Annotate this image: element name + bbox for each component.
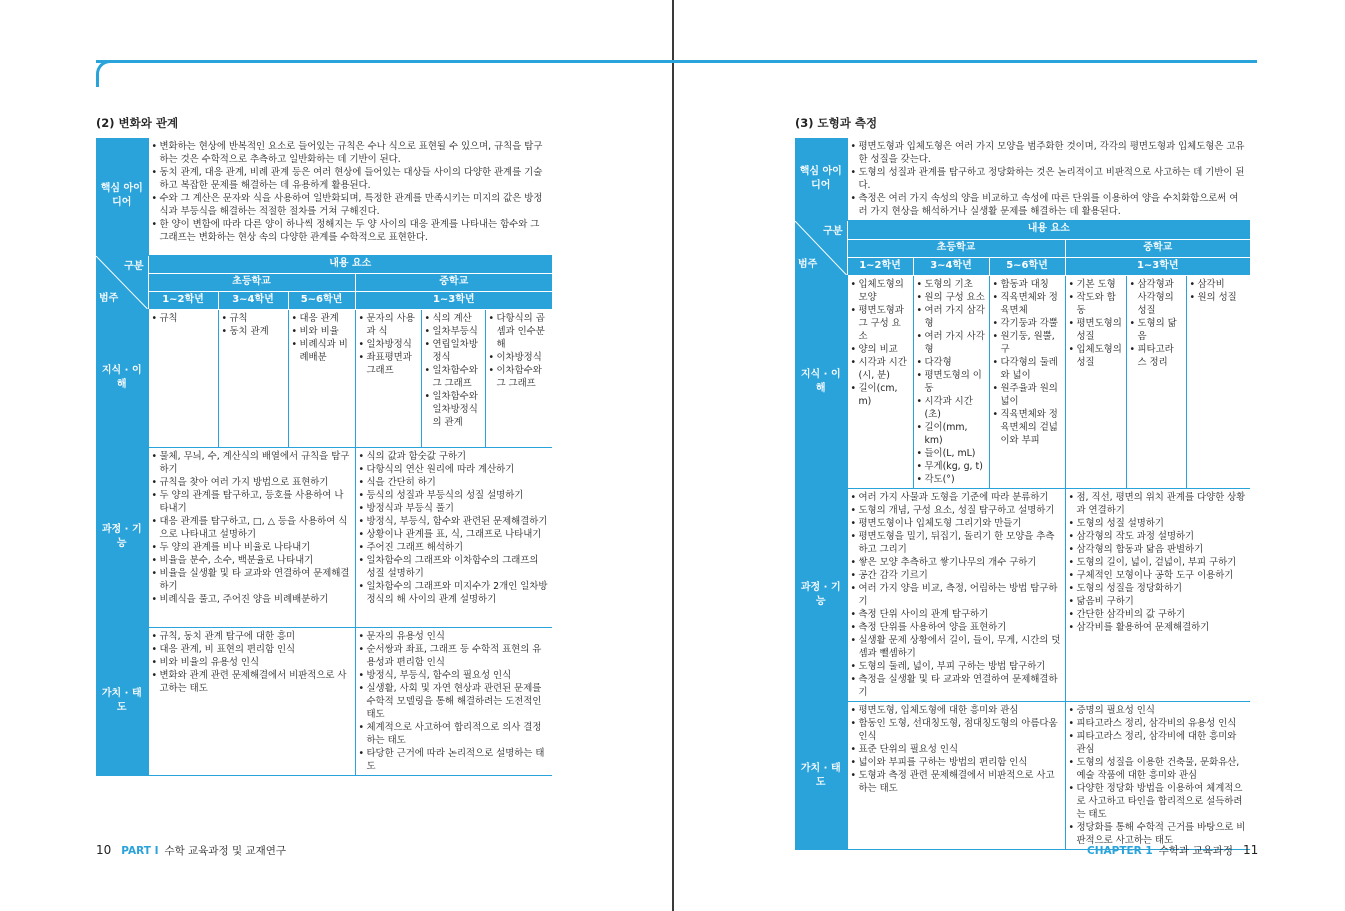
bullet-item: • 삼각형의 합동과 닮음 판별하기 — [1069, 543, 1248, 556]
bullet-item: • 평면도형을 밀기, 뒤집기, 돌리기 한 모양을 추측하고 그리기 — [851, 530, 1062, 556]
value-middle — [355, 627, 552, 775]
grade-5-6-header: 5~6학년 — [288, 291, 355, 309]
bullet-item: • 증명의 필요성 인식 — [1069, 704, 1248, 717]
bullet-item: • 간단한 삼각비의 값 구하기 — [1069, 608, 1248, 621]
bullet-item: • 다각형 — [917, 356, 986, 369]
header-row-2 — [96, 273, 552, 291]
footer-title: 수학과 교육과정 — [1158, 845, 1234, 857]
bullet-item: • 방정식, 부등식, 함수의 필요성 인식 — [359, 669, 550, 682]
bullet-item: • 피타고라스 정리, 삼각비의 유용성 인식 — [1069, 717, 1248, 730]
knowledge-m3 — [485, 309, 552, 447]
chapter-label: CHAPTER 1 — [1087, 845, 1153, 857]
bullet-item: • 방정식, 부등식, 함수와 관련된 문제해결하기 — [359, 515, 550, 528]
page-number: 11 — [1243, 843, 1259, 857]
bullet-item: • 체계적으로 사고하여 합리적으로 의사 결정하는 태도 — [359, 721, 550, 747]
bullet-item: • 삼각비 — [1190, 278, 1248, 291]
value-label: 가치 · 태도 — [795, 702, 847, 850]
bullet-item: • 도형의 성질을 이용한 건축물, 문화유산, 예술 작품에 대한 흥미와 관심 — [1069, 756, 1248, 782]
footer-title: 수학 교육과정 및 교재연구 — [164, 845, 287, 857]
knowledge-m2 — [421, 309, 485, 447]
bullet-item: • 방정식과 부등식 풀기 — [359, 502, 550, 515]
process-row — [795, 489, 1250, 702]
grade-m1-3-header: 1~3학년 — [355, 291, 552, 309]
value-row — [96, 627, 552, 775]
bullet-item: • 삼각형과 사각형의 성질 — [1130, 278, 1183, 317]
core-idea-label: 핵심 아이디어 — [795, 138, 847, 221]
bullet-item: • 대응 관계 — [292, 312, 352, 325]
bullet-item: • 무게(kg, g, t) — [917, 460, 986, 473]
curriculum-table-geometry-measurement — [795, 138, 1250, 850]
bullet-item: • 일차함수의 그래프와 미지수가 2개인 일차방정식의 해 사이의 관계 설명하기 — [359, 580, 550, 606]
bullet-item: • 규칙, 동치 관계 탐구에 대한 흥미 — [152, 630, 352, 643]
header-row-1 — [795, 221, 1250, 240]
process-middle — [1065, 489, 1250, 702]
knowledge-g34 — [218, 309, 288, 447]
bullet-item: • 순서쌍과 좌표, 그래프 등 수학적 표현의 유용성과 편리함 인식 — [359, 643, 550, 669]
value-elementary — [148, 627, 355, 775]
bullet-item: • 도형의 성질과 관계를 탐구하고 정당화하는 것은 논리적이고 비판적으로 사고하는 데 기반이 된다. — [851, 166, 1248, 192]
bullet-item: • 물체, 무늬, 수, 계산식의 배열에서 규칙을 탐구하기 — [152, 450, 352, 476]
bullet-item: • 비례식과 비례배분 — [292, 338, 352, 364]
bullet-item: • 표준 단위의 필요성 인식 — [851, 743, 1062, 756]
bullet-item: • 평면도형의 이동 — [917, 369, 986, 395]
header-rule — [96, 60, 1257, 63]
bullet-item: • 규칙 — [222, 312, 285, 325]
grade-3-4-header: 3~4학년 — [218, 291, 288, 309]
process-label: 과정 · 기능 — [96, 447, 148, 627]
bullet-item: • 작도와 합동 — [1069, 291, 1123, 317]
category-diagonal-header — [795, 221, 847, 276]
bullet-item: • 두 양의 관계를 탐구하고, 등호를 사용하여 나타내기 — [152, 489, 352, 515]
grade-1-2-header: 1~2학년 — [847, 258, 913, 276]
bullet-item: • 여러 가지 사물과 도형을 기준에 따라 분류하기 — [851, 491, 1062, 504]
header-row-1 — [96, 255, 552, 273]
bullet-item: • 평면도형이나 입체도형 그리기와 만들기 — [851, 517, 1062, 530]
bullet-item: • 여러 가지 사각형 — [917, 330, 986, 356]
bullet-item: • 식의 계산 — [425, 312, 482, 325]
process-row — [96, 447, 552, 627]
bullet-item: • 연립일차방정식 — [425, 338, 482, 364]
bullet-item: • 합동과 대칭 — [993, 278, 1062, 291]
bullet-item: • 동치 관계, 대응 관계, 비례 관계 등은 여러 현상에 들어있는 대상들 사이의 다양한 관계를 기술하고 복잡한 문제를 해결하는 데 유용하게 활용된다. — [152, 166, 550, 192]
bullet-item: • 피타고라스 정리, 삼각비에 대한 흥미와 관심 — [1069, 730, 1248, 756]
content-elements-header: 내용 요소 — [148, 255, 552, 273]
section-title-geometry-measurement: (3) 도형과 측정 — [795, 116, 878, 130]
bullet-item: • 문자의 유용성 인식 — [359, 630, 550, 643]
gubun-label: 구분 — [124, 260, 144, 272]
elementary-header: 초등학교 — [148, 273, 355, 291]
bullet-item: • 입체도형의 모양 — [851, 278, 910, 304]
bullet-item: • 한 양이 변함에 따라 다른 양이 하나씩 정해지는 두 양 사이의 대응 관계를 나타내는 함수와 그 그래프는 변화하는 현상 속의 다양한 관계를 수학적으로 표현한다. — [152, 218, 550, 244]
knowledge-label: 지식 · 이해 — [96, 309, 148, 447]
knowledge-g34 — [913, 276, 989, 489]
bullet-item: • 변화와 관계 관련 문제해결에서 비판적으로 사고하는 태도 — [152, 669, 352, 695]
knowledge-g12 — [148, 309, 218, 447]
middle-school-header: 중학교 — [355, 273, 552, 291]
bullet-item: • 원의 성질 — [1190, 291, 1248, 304]
bullet-item: • 기본 도형 — [1069, 278, 1123, 291]
bullet-item: • 입체도형의 성질 — [1069, 343, 1123, 369]
grade-5-6-header: 5~6학년 — [989, 258, 1065, 276]
bullet-item: • 원주율과 원의 넓이 — [993, 382, 1062, 408]
bullet-item: • 평면도형, 입체도형에 대한 흥미와 관심 — [851, 704, 1062, 717]
knowledge-row — [96, 309, 552, 447]
part-label: PART I — [121, 845, 159, 857]
bullet-item: • 비와 비율의 유용성 인식 — [152, 656, 352, 669]
page-number: 10 — [96, 843, 112, 857]
bullet-item: • 두 양의 관계를 비나 비율로 나타내기 — [152, 541, 352, 554]
value-row — [795, 702, 1250, 850]
bullet-item: • 측정은 여러 가지 속성의 양을 비교하고 속성에 따른 단위를 이용하여 양을 수치화함으로써 여러 가지 현상을 해석하거나 실생활 문제를 해결하는 데 활용된다. — [851, 192, 1248, 218]
bullet-item: • 측정을 실생활 및 타 교과와 연결하여 문제해결하기 — [851, 673, 1062, 699]
section-title-change-relation: (2) 변화와 관계 — [96, 116, 179, 130]
header-row-3 — [96, 291, 552, 309]
grade-m1-3-header: 1~3학년 — [1065, 258, 1250, 276]
bullet-item: • 규칙을 찾아 여러 가지 방법으로 표현하기 — [152, 476, 352, 489]
category-diagonal-header — [96, 255, 148, 309]
bullet-item: • 시각과 시간(시, 분) — [851, 356, 910, 382]
bullet-item: • 도형과 측정 관련 문제해결에서 비판적으로 사고하는 태도 — [851, 769, 1062, 795]
bullet-item: • 일차함수의 그래프와 이차함수의 그래프의 성질 설명하기 — [359, 554, 550, 580]
beomju-label: 범주 — [798, 259, 818, 270]
bullet-item: • 대응 관계, 비 표현의 편리함 인식 — [152, 643, 352, 656]
bullet-item: • 식의 값과 함숫값 구하기 — [359, 450, 550, 463]
core-idea-row — [795, 138, 1250, 221]
bullet-item: • 식을 간단히 하기 — [359, 476, 550, 489]
core-idea-cell — [148, 138, 552, 255]
bullet-item: • 점, 직선, 평면의 위치 관계를 다양한 상황과 연결하기 — [1069, 491, 1248, 517]
bullet-item: • 일차함수와 그 그래프 — [425, 364, 482, 390]
bullet-item: • 정당화를 통해 수학적 근거를 바탕으로 비판적으로 사고하는 태도 — [1069, 821, 1248, 847]
bullet-item: • 쌓은 모양 추측하고 쌓기나무의 개수 구하기 — [851, 556, 1062, 569]
bullet-item: • 다항식의 곱셈과 인수분해 — [489, 312, 550, 351]
bullet-item: • 비율을 실생활 및 타 교과와 연결하여 문제해결하기 — [152, 567, 352, 593]
book-spine — [672, 0, 674, 911]
curriculum-table-change-relation — [96, 138, 552, 776]
bullet-item: • 구체적인 모형이나 공학 도구 이용하기 — [1069, 569, 1248, 582]
bullet-item: • 상황이나 관계를 표, 식, 그래프로 나타내기 — [359, 528, 550, 541]
elementary-header: 초등학교 — [847, 240, 1065, 258]
value-elementary — [847, 702, 1065, 850]
bullet-item: • 이차방정식 — [489, 351, 550, 364]
bullet-item: • 측정 단위를 사용하여 양을 표현하기 — [851, 621, 1062, 634]
bullet-item: • 평면도형과 입체도형은 여러 가지 모양을 범주화한 것이며, 각각의 평면도형과 입체도형은 고유한 성질을 갖는다. — [851, 140, 1248, 166]
bullet-item: • 도형의 길이, 넓이, 겉넓이, 부피 구하기 — [1069, 556, 1248, 569]
bullet-item: • 삼각형의 작도 과정 설명하기 — [1069, 530, 1248, 543]
bullet-item: • 길이(mm, km) — [917, 421, 986, 447]
header-rule-corner — [96, 60, 113, 87]
bullet-item: • 들이(L, mL) — [917, 447, 986, 460]
bullet-item: • 도형의 기초 — [917, 278, 986, 291]
bullet-item: • 일차함수와 일차방정식의 관계 — [425, 390, 482, 429]
bullet-item: • 여러 가지 삼각형 — [917, 304, 986, 330]
bullet-item: • 변화하는 현상에 반복적인 요소로 들어있는 규칙은 수나 식으로 표현될 수 있으며, 규칙을 탐구하는 것은 수학적으로 추측하고 일반화하는 데 기반이 된다. — [152, 140, 550, 166]
knowledge-m3 — [1186, 276, 1250, 489]
bullet-item: • 시각과 시간(초) — [917, 395, 986, 421]
knowledge-g56 — [989, 276, 1065, 489]
header-row-3 — [795, 258, 1250, 276]
bullet-item: • 도형의 성질을 정당화하기 — [1069, 582, 1248, 595]
header-row-2 — [795, 240, 1250, 258]
bullet-item: • 여러 가지 양을 비교, 측정, 어림하는 방법 탐구하기 — [851, 582, 1062, 608]
bullet-item: • 도형의 개념, 구성 요소, 성질 탐구하고 설명하기 — [851, 504, 1062, 517]
bullet-item: • 동치 관계 — [222, 325, 285, 338]
process-elementary — [148, 447, 355, 627]
bullet-item: • 각도(°) — [917, 473, 986, 486]
grade-1-2-header: 1~2학년 — [148, 291, 218, 309]
bullet-item: • 다항식의 연산 원리에 따라 계산하기 — [359, 463, 550, 476]
bullet-item: • 원기둥, 원뿔, 구 — [993, 330, 1062, 356]
knowledge-g12 — [847, 276, 913, 489]
bullet-item: • 닮음비 구하기 — [1069, 595, 1248, 608]
content-elements-header: 내용 요소 — [847, 221, 1250, 240]
process-elementary — [847, 489, 1065, 702]
value-middle — [1065, 702, 1250, 850]
bullet-item: • 일차부등식 — [425, 325, 482, 338]
bullet-item: • 비례식을 풀고, 주어진 양을 비례배분하기 — [152, 593, 352, 606]
bullet-item: • 길이(cm, m) — [851, 382, 910, 408]
knowledge-label: 지식 · 이해 — [795, 276, 847, 489]
knowledge-m2 — [1126, 276, 1186, 489]
bullet-item: • 직육면체와 정육면체의 겉넓이와 부피 — [993, 408, 1062, 447]
bullet-item: • 합동인 도형, 선대칭도형, 점대칭도형의 아름다움 인식 — [851, 717, 1062, 743]
bullet-item: • 문자의 사용과 식 — [359, 312, 418, 338]
bullet-item: • 각기둥과 각뿔 — [993, 317, 1062, 330]
knowledge-m1 — [355, 309, 421, 447]
footer-left — [96, 843, 286, 858]
gubun-label: 구분 — [823, 226, 843, 237]
bullet-item: • 등식의 성질과 부등식의 성질 설명하기 — [359, 489, 550, 502]
bullet-item: • 규칙 — [152, 312, 215, 325]
bullet-item: • 넓이와 부피를 구하는 방법의 편리함 인식 — [851, 756, 1062, 769]
knowledge-g56 — [288, 309, 355, 447]
bullet-item: • 주어진 그래프 해석하기 — [359, 541, 550, 554]
beomju-label: 범주 — [99, 292, 119, 304]
bullet-item: • 실생활, 사회 및 자연 현상과 관련된 문제를 수학적 모델링을 통해 해결하려는 도전적인 태도 — [359, 682, 550, 721]
bullet-item: • 평면도형과 그 구성 요소 — [851, 304, 910, 343]
bullet-item: • 일차방정식 — [359, 338, 418, 351]
bullet-item: • 수와 그 계산은 문자와 식을 사용하여 일반화되며, 특정한 관계를 만족시키는 미지의 값은 방정식과 부등식을 해결하는 적절한 절차를 거쳐 구해진다. — [152, 192, 550, 218]
bullet-item: • 삼각비를 활용하여 문제해결하기 — [1069, 621, 1248, 634]
bullet-item: • 공간 감각 기르기 — [851, 569, 1062, 582]
grade-3-4-header: 3~4학년 — [913, 258, 989, 276]
bullet-item: • 좌표평면과 그래프 — [359, 351, 418, 377]
knowledge-row — [795, 276, 1250, 489]
middle-school-header: 중학교 — [1065, 240, 1250, 258]
bullet-item: • 도형의 닮음 — [1130, 317, 1183, 343]
bullet-item: • 평면도형의 성질 — [1069, 317, 1123, 343]
core-idea-label: 핵심 아이디어 — [96, 138, 148, 255]
bullet-item: • 비와 비율 — [292, 325, 352, 338]
bullet-item: • 직육면체와 정육면체 — [993, 291, 1062, 317]
bullet-item: • 도형의 둘레, 넓이, 부피 구하는 방법 탐구하기 — [851, 660, 1062, 673]
footer-right — [1087, 843, 1258, 858]
bullet-item: • 원의 구성 요소 — [917, 291, 986, 304]
process-middle — [355, 447, 552, 627]
bullet-item: • 양의 비교 — [851, 343, 910, 356]
bullet-item: • 도형의 성질 설명하기 — [1069, 517, 1248, 530]
bullet-item: • 다각형의 둘레와 넓이 — [993, 356, 1062, 382]
knowledge-m1 — [1065, 276, 1126, 489]
process-label: 과정 · 기능 — [795, 489, 847, 702]
core-idea-row — [96, 138, 552, 255]
bullet-item: • 실생활 문제 상황에서 길이, 들이, 무게, 시간의 덧셈과 뺄셈하기 — [851, 634, 1062, 660]
bullet-item: • 피타고라스 정리 — [1130, 343, 1183, 369]
value-label: 가치 · 태도 — [96, 627, 148, 775]
bullet-item: • 대응 관계를 탐구하고, □, △ 등을 사용하여 식으로 나타내고 설명하기 — [152, 515, 352, 541]
bullet-item: • 이차함수와 그 그래프 — [489, 364, 550, 390]
core-idea-cell — [847, 138, 1250, 221]
bullet-item: • 타당한 근거에 따라 논리적으로 설명하는 태도 — [359, 747, 550, 773]
bullet-item: • 측정 단위 사이의 관계 탐구하기 — [851, 608, 1062, 621]
bullet-item: • 다양한 정당화 방법을 이용하여 체계적으로 사고하고 타인을 합리적으로 설득하려는 태도 — [1069, 782, 1248, 821]
bullet-item: • 비율을 분수, 소수, 백분율로 나타내기 — [152, 554, 352, 567]
